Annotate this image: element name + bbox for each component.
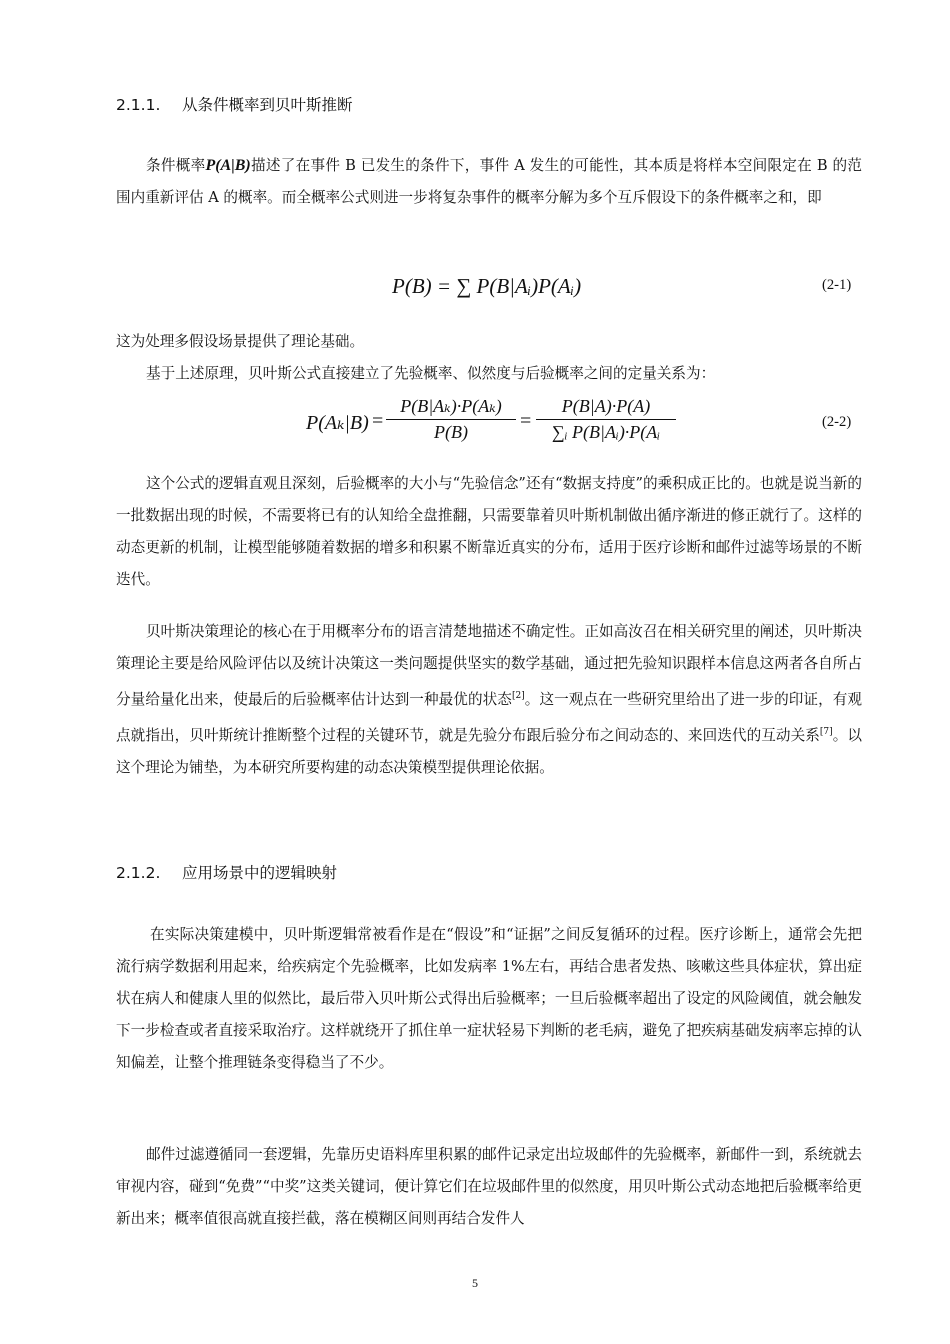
paragraph-conditional-probability — [116, 150, 862, 214]
fraction-bar — [386, 419, 516, 420]
section-heading-2-1-1 — [116, 93, 353, 115]
inline-formula: P(A|B) — [205, 157, 251, 174]
fraction-numerator: P(B|Aₖ)·P(Aₖ) — [400, 396, 502, 416]
paragraph-text: 这为处理多假设场景提供了理论基础。 — [116, 333, 365, 350]
section-title: 应用场景中的逻辑映射 — [182, 864, 338, 882]
fraction-bar — [536, 419, 676, 420]
paragraph-text: 贝叶斯决策理论的核心在于用概率分布的语言清楚地描述不确定性。正如高汝召在相关研究里的阐述，贝叶斯决策理论主要是给风险评估以及统计决策这一类问题提供坚实的数学基础，通过把先验知识跟样本信息这两者各自所占分量给量化出来，使最后的后验概率估计达到一种最优的状态 — [116, 623, 862, 708]
section-number: 2.1.1. — [116, 96, 161, 114]
fraction-rhs — [536, 396, 676, 443]
paragraph-text: 。以这个理论为铺垫，为本研究所要构建的动态决策模型提供理论依据。 — [116, 726, 862, 776]
equation-number: (2-1) — [822, 277, 852, 293]
paragraph-bayes-decision — [116, 616, 862, 784]
equation-total-probability: P(B) = ∑ P(B|Aᵢ)P(Aᵢ) — [392, 274, 582, 298]
equals-sign: = — [372, 410, 384, 432]
paragraph-text: 基于上述原理，贝叶斯公式直接建立了先验概率、似然度与后验概率之间的定量关系为： — [146, 365, 716, 382]
paragraph-text: 。这一观点在一些研究里给出了进一步的印证，有观点就指出，贝叶斯统计推断整个过程的关键环节，就是先验分布跟后验分布之间动态的、来回迭代的互动关系 — [116, 690, 862, 744]
paragraph-text: 在实际决策建模中，贝叶斯逻辑常被看作是在“假设”和“证据”之间反复循环的过程。医疗诊断上，通常会先把流行病学数据利用起来，给疾病定个先验概率，比如发病率 1%左右，再结合患者发热、咳嗽这些具体症状，算出症状在病人和健康人里的似然比，最后带入贝叶斯公式得出后验概率；一旦后验概率超出了设定的风险阈值，就会触发下一步检查或者直接采取治疗。这样就绕开了抓住单一症状轻易下判断的老毛病，避免了把疾病基础发病率忘掉的认知偏差，让整个推理链条变得稳当了不少。 — [116, 926, 862, 1071]
section-number: 2.1.2. — [116, 864, 161, 882]
equation-lhs: P(Aₖ|B) — [306, 412, 369, 434]
paragraph-text: 条件概率 — [146, 157, 206, 174]
paragraph-text: 邮件过滤遵循同一套逻辑，先靠历史语料库里积累的邮件记录定出垃圾邮件的先验概率，新邮件一到，系统就去审视内容，碰到“免费”“中奖”这类关键词，便计算它们在垃圾邮件里的似然度，用贝叶斯公式动态地把后验概率给更新出来；概率值很高就直接拦截，落在模糊区间则再结合发件人 — [116, 1146, 862, 1227]
equals-sign: = — [520, 410, 532, 432]
paragraph-text: 这个公式的逻辑直观且深刻，后验概率的大小与“先验信念”还有“数据支持度”的乘积成正比的。也就是说当新的一批数据出现的时候，不需要将已有的认知给全盘推翻，只需要靠着贝叶斯机制做出循序渐进的修正就行了。这样的动态更新的机制，让模型能够随着数据的增多和积累不断靠近真实的分布，适用于医疗诊断和邮件过滤等场景的不断迭代。 — [116, 475, 862, 588]
fraction-denominator: ∑ᵢ P(B|Aᵢ)·P(Aᵢ — [551, 422, 661, 442]
citation-ref[interactable]: [7] — [819, 726, 833, 737]
fraction-denominator: P(B) — [434, 422, 468, 442]
fraction-numerator: P(B|A)·P(A) — [561, 396, 651, 416]
page-number: 5 — [472, 1276, 478, 1290]
fraction-mid — [386, 396, 516, 443]
section-heading-2-1-2 — [116, 861, 337, 883]
equation-number: (2-2) — [822, 414, 852, 430]
citation-ref[interactable]: [2] — [511, 691, 525, 701]
equation-bayes — [300, 392, 720, 458]
paragraph-text: 描述了在事件 B 已发生的条件下，事件 A 发生的可能性，其本质是将样本空间限定在 B 的范围内重新评估 A 的概率。而全概率公式则进一步将复杂事件的概率分解为多个互斥假设下的条件概率之和，即 — [116, 157, 862, 206]
section-title: 从条件概率到贝叶斯推断 — [182, 96, 353, 114]
